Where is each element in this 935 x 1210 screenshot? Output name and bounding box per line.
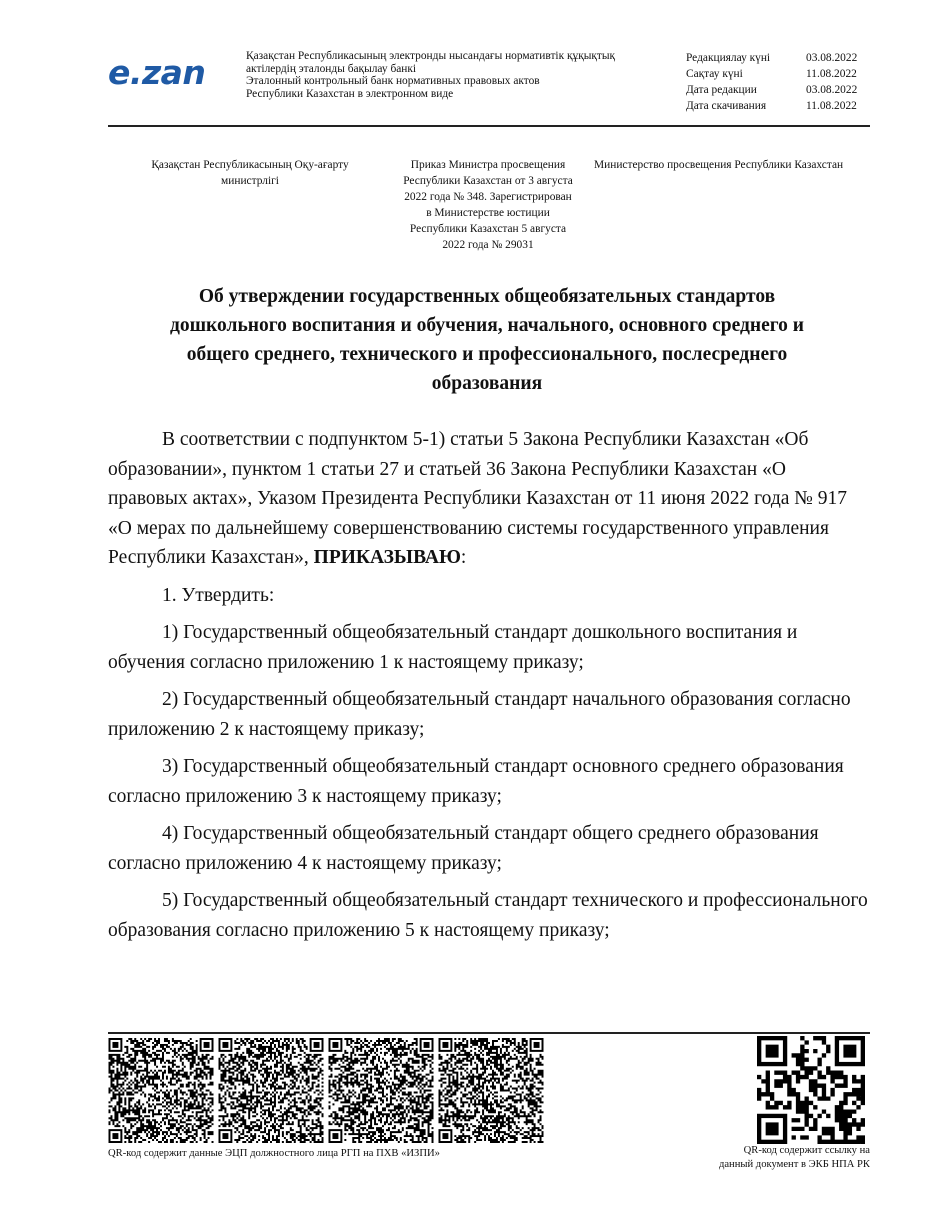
dates-block [686,50,866,114]
ezan-logo: e.zan [108,53,206,92]
footer-divider [108,1032,870,1034]
date-row: Сақтау күні 11.08.2022 [686,68,857,80]
subitem: 4) Государственный общеобязательный стандарт общего среднего образования согласно приложению 4 к настоящему приказу; [108,823,819,874]
subitem: 1) Государственный общеобязательный стандарт дошкольного воспитания и обучения согласно приложению 1 к настоящему приказу; [108,622,798,673]
bank-line: Қазақстан Республикасының электронды нысандағы нормативтік құқықтық [246,50,616,62]
header-divider [108,125,870,127]
qr-signature-3 [328,1038,434,1143]
qr-signature-4 [438,1038,544,1143]
qr-signature-2 [218,1038,324,1143]
subitem: 3) Государственный общеобязательный стандарт основного среднего образования согласно приложению 3 к настоящему приказу; [108,756,844,807]
bank-line: Республики Казахстан в электронном виде [246,87,454,100]
ministry-kazakh: Қазақстан Республикасының Оқу-ағарту министрлігі [151,159,349,187]
date-row: Редакциялау күні 03.08.2022 [686,52,858,64]
order-registration: Приказ Министра просвещения Республики Казахстан от 3 августа 2022 года № 348. Зарегистрирован в Министерстве юстиции Республики Казахстан 5 августа 2022 года № 29031 [403,159,573,251]
preamble: В соответствии с подпунктом 5-1) статьи 5 Закона Республики Казахстан «Об образовании», пунктом 1 статьи 27 и статьей 36 Закона Республики Казахстан «О правовых актах», Указом Президента Республики Казахстан от 11 июня 2022 года № 917 «О мерах по дальнейшему совершенствованию системы государственного управления Республики Казахстан», ПРИКАЗЫВАЮ: [108,429,848,568]
ministry-russian: Министерство просвещения Республики Казахстан [594,159,844,171]
bank-info [246,50,615,100]
qr-signature-1 [108,1038,214,1143]
qr-document-link [757,1036,865,1144]
subitem: 5) Государственный общеобязательный стандарт технического и профессионального образования согласно приложению 5 к настоящему приказу; [108,890,868,941]
qr-link-caption: QR-код содержит ссылку на данный документ в ЭКБ НПА РК [718,1145,870,1170]
date-row: Дата скачивания 11.08.2022 [686,100,857,112]
document-body [108,425,870,945]
document-title: Об утверждении государственных общеобязательных стандартов дошкольного воспитания и обучения, начального, основного среднего и общего среднего, технического и профессионального, послесреднего образования [169,286,805,394]
bank-line: актілердің эталонды бақылау банкі [246,62,417,75]
subitem: 2) Государственный общеобязательный стандарт начального образования согласно приложению 2 к настоящему приказу; [108,689,851,740]
item-1: 1. Утвердить: [162,584,275,606]
bank-line: Эталонный контрольный банк нормативных правовых актов [246,75,540,88]
order-word: ПРИКАЗЫВАЮ [313,547,461,568]
date-row: Дата редакции 03.08.2022 [686,84,858,96]
qr-signature-caption: QR-код содержит данные ЭЦП должностного лица РГП на ПХВ «ИЗПИ» [108,1148,440,1159]
